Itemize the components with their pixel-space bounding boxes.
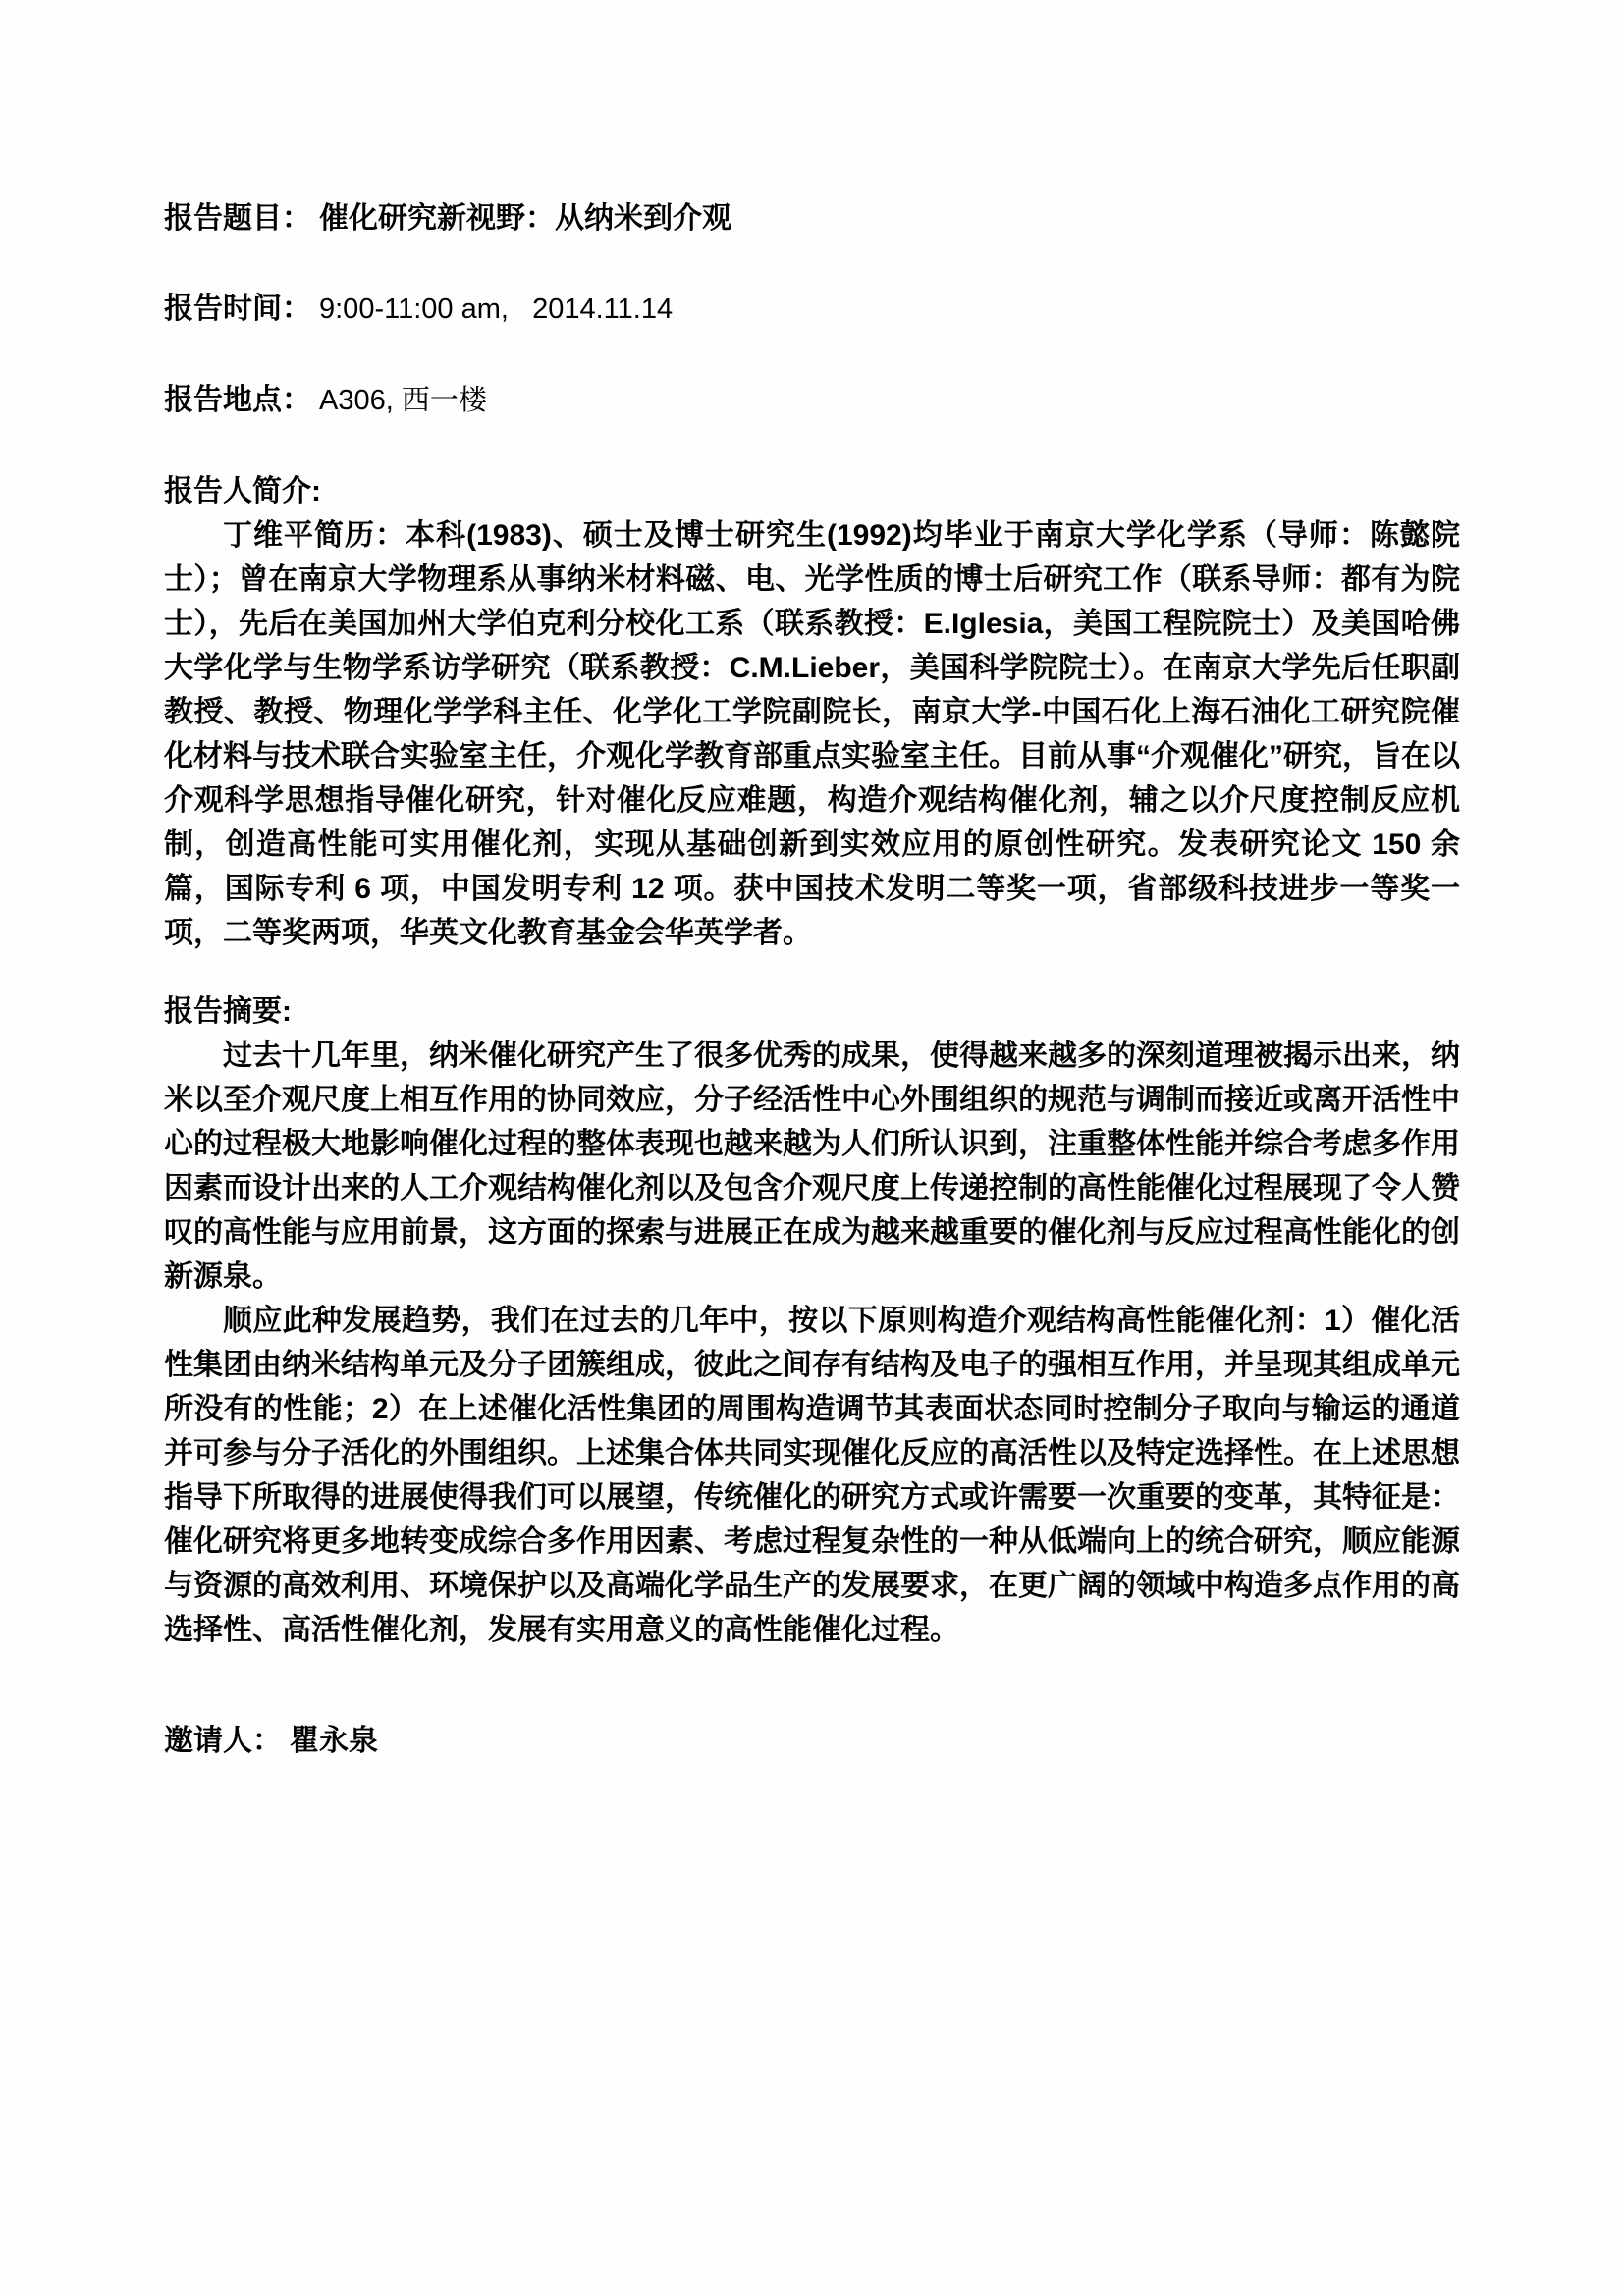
report-time-row [164,287,1460,332]
report-time-label: 报告时间： [164,293,311,325]
report-title-label: 报告题目： [164,202,311,235]
inviter-value: 瞿永泉 [290,1725,378,1757]
abstract-paragraph-1: 过去十几年里，纳米催化研究产生了很多优秀的成果，使得越来越多的深刻道理被揭示出来，纳米以至介观尺度上相互作用的协同效应，分子经活性中心外围组织的规范与调制而接近或离开活性中心的过程极大地影响催化过程的整体表现也越来越为人们所认识到，注重整体性能并综合考虑多作用因素而设计出来的人工介观结构催化剂以及包含介观尺度上传递控制的高性能催化过程展现了令人赞叹的高性能与应用前景，这方面的探索与进展正在成为越来越重要的催化剂与反应过程高性能化的创新源泉。 [164,1040,1460,1293]
report-location-value: A306, 西一楼 [319,385,487,416]
report-location-label: 报告地点： [164,384,311,416]
report-time-value: 9:00-11:00 am, 2014.11.14 [319,294,674,325]
report-title-value: 催化研究新视野：从纳米到介观 [319,202,731,235]
inviter-label: 邀请人： [164,1725,282,1757]
speaker-bio-paragraph: 丁维平简历：本科(1983)、硕士及博士研究生(1992)均毕业于南京大学化学系（导师：陈懿院士）；曾在南京大学物理系从事纳米材料磁、电、光学性质的博士后研究工作（联系导师：都有为院士），先后在美国加州大学伯克利分校化工系（联系教授：E.Iglesia，美国工程院院士）及美国哈佛大学化学与生物学系访学研究（联系教授：C.M.Lieber，美国科学院院士）。在南京大学先后任职副教授、教授、物理化学学科主任、化学化工学院副院长，南京大学-中国石化上海石油化工研究院催化材料与技术联合实验室主任，介观化学教育部重点实验室主任。目前从事“介观催化”研究，旨在以介观科学思想指导催化研究，针对催化反应难题，构造介观结构催化剂，辅之以介尺度控制反应机制，创造高性能可实用催化剂，实现从基础创新到实效应用的原创性研究。发表研究论文 150 余篇，国际专利 6 项，中国发明专利 12 项。获中国技术发明二等奖一项，省部级科技进步一等奖一项，二等奖两项，华英文化教育基金会华英学者。 [164,519,1460,949]
abstract-heading: 报告摘要: [164,995,292,1028]
speaker-bio-heading: 报告人简介: [164,475,321,507]
inviter-row [164,1719,1460,1763]
report-location-row [164,378,1460,423]
report-title-row [164,196,1460,240]
abstract-paragraph-2: 顺应此种发展趋势，我们在过去的几年中，按以下原则构造介观结构高性能催化剂：1）催化活性集团由纳米结构单元及分子团簇组成，彼此之间存有结构及电子的强相互作用，并呈现其组成单元所没有的性能；2）在上述催化活性集团的周围构造调节其表面状态同时控制分子取向与输运的通道并可参与分子活化的外围组织。上述集合体共同实现催化反应的高活性以及特定选择性。在上述思想指导下所取得的进展使得我们可以展望，传统催化的研究方式或许需要一次重要的变革，其特征是：催化研究将更多地转变成综合多作用因素、考虑过程复杂性的一种从低端向上的统合研究，顺应能源与资源的高效利用、环境保护以及高端化学品生产的发展要求，在更广阔的领域中构造多点作用的高选择性、高活性催化剂，发展有实用意义的高性能催化过程。 [164,1305,1460,1646]
